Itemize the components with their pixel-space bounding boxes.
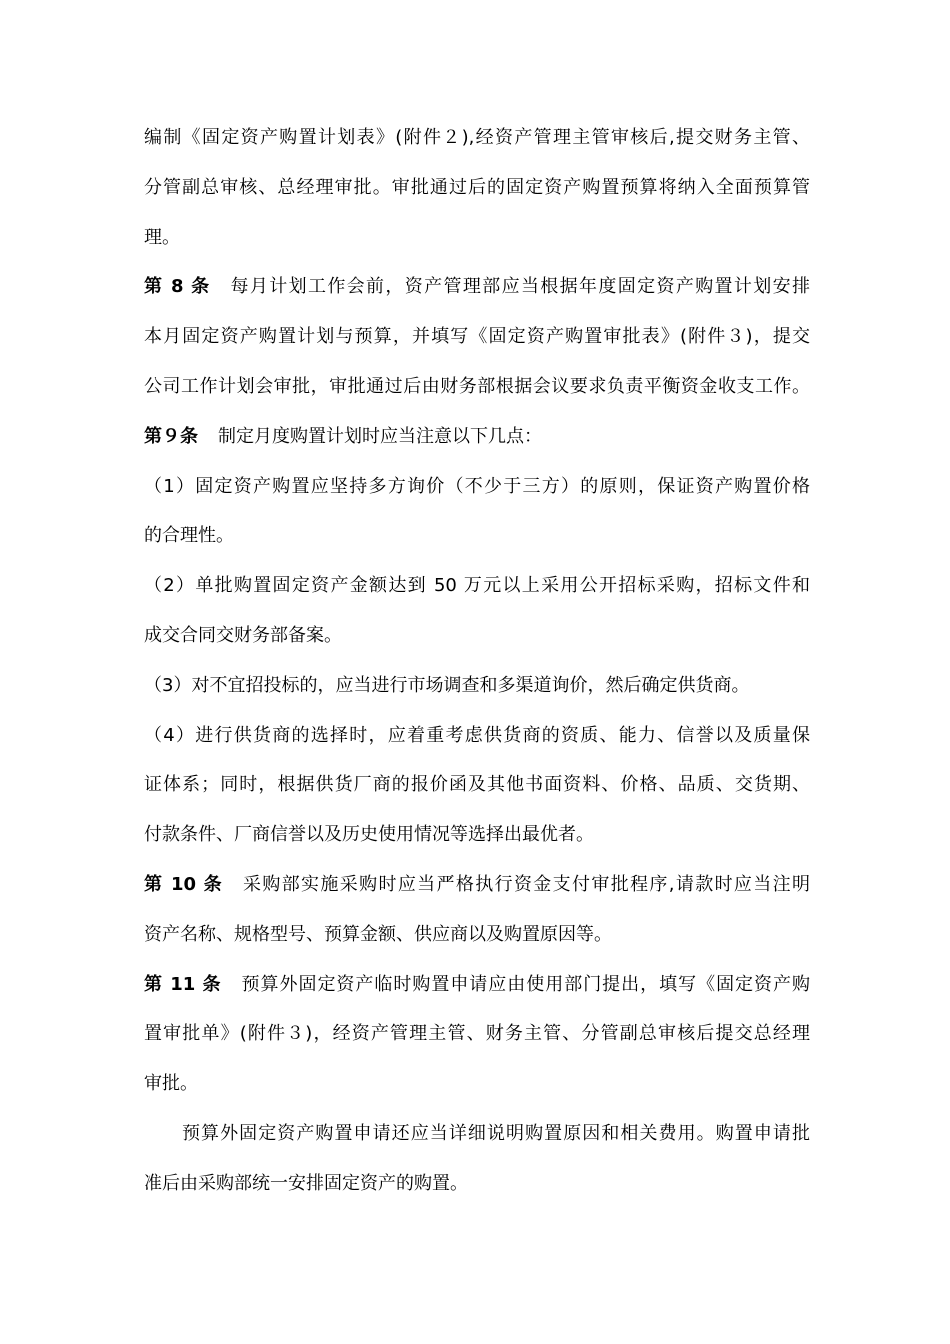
- line-text: （4）进行供货商的选择时，应着重考虑供货商的资质、能力、信誉以及质量保: [144, 724, 810, 746]
- article-number: 第９条: [144, 425, 198, 447]
- line-text: 资产名称、规格型号、预算金额、供应商以及购置原因等。: [144, 923, 612, 945]
- text-line: [144, 163, 810, 213]
- line-text: 制定月度购置计划时应当注意以下几点：: [218, 425, 542, 447]
- article-number: 第 11 条: [144, 973, 222, 995]
- text-line: [144, 561, 810, 611]
- text-line: [144, 1059, 810, 1109]
- line-text: 本月固定资产购置计划与预算，并填写《固定资产购置审批表》(附件３)，提交: [144, 326, 810, 348]
- text-line: [144, 910, 810, 960]
- line-text: 分管副总审核、总经理审批。审批通过后的固定资产购置预算将纳入全面预算管: [144, 176, 810, 198]
- line-text: 理。: [144, 226, 180, 248]
- line-text: 公司工作计划会审批，审批通过后由财务部根据会议要求负责平衡资金收支工作。: [144, 375, 810, 397]
- line-text: （2）单批购置固定资产金额达到 50 万元以上采用公开招标采购，招标文件和: [144, 575, 810, 597]
- text-line: [144, 711, 810, 761]
- text-line: [144, 213, 810, 263]
- line-text: 预算外固定资产临时购置申请应由使用部门提出，填写《固定资产购: [241, 973, 810, 995]
- line-text: 编制《固定资产购置计划表》(附件２),经资产管理主管审核后,提交财务主管、: [144, 127, 810, 148]
- line-text: 付款条件、厂商信誉以及历史使用情况等选择出最优者。: [144, 824, 594, 846]
- line-text: 成交合同交财务部备案。: [144, 624, 342, 646]
- text-line: [144, 113, 810, 163]
- text-line: [144, 860, 810, 910]
- text-line: [144, 1159, 810, 1209]
- document-body: [144, 113, 810, 1209]
- text-line: [144, 312, 810, 362]
- line-text: 采购部实施采购时应当严格执行资金支付审批程序,请款时应当注明: [243, 873, 810, 895]
- text-line: [144, 462, 810, 512]
- text-line: [144, 262, 810, 312]
- text-line: [144, 362, 810, 412]
- line-text: （3）对不宜招投标的，应当进行市场调查和多渠道询价，然后确定供货商。: [144, 674, 750, 696]
- line-text: 的合理性。: [144, 525, 234, 547]
- line-text: 证体系；同时，根据供货厂商的报价函及其他书面资料、价格、品质、交货期、: [144, 774, 810, 796]
- line-text: 预算外固定资产购置申请还应当详细说明购置原因和相关费用。购置申请批: [182, 1122, 810, 1144]
- line-text: （1）固定资产购置应坚持多方询价（不少于三方）的原则，保证资产购置价格: [144, 475, 810, 497]
- line-text: 准后由采购部统一安排固定资产的购置。: [144, 1172, 468, 1194]
- text-line: [144, 611, 810, 661]
- line-text: 审批。: [144, 1073, 198, 1095]
- text-line: [144, 760, 810, 810]
- line-text: 置审批单》(附件３)，经资产管理主管、财务主管、分管副总审核后提交总经理: [144, 1023, 810, 1045]
- article-number: 第 8 条: [144, 276, 211, 298]
- line-text: 每月计划工作会前，资产管理部应当根据年度固定资产购置计划安排: [230, 276, 810, 298]
- text-line: [144, 511, 810, 561]
- text-line: [144, 1009, 810, 1059]
- article-number: 第 10 条: [144, 873, 223, 895]
- text-line: [144, 412, 810, 462]
- text-line: [144, 960, 810, 1010]
- text-line: [144, 810, 810, 860]
- text-line: [144, 661, 810, 711]
- text-line: [144, 1109, 810, 1159]
